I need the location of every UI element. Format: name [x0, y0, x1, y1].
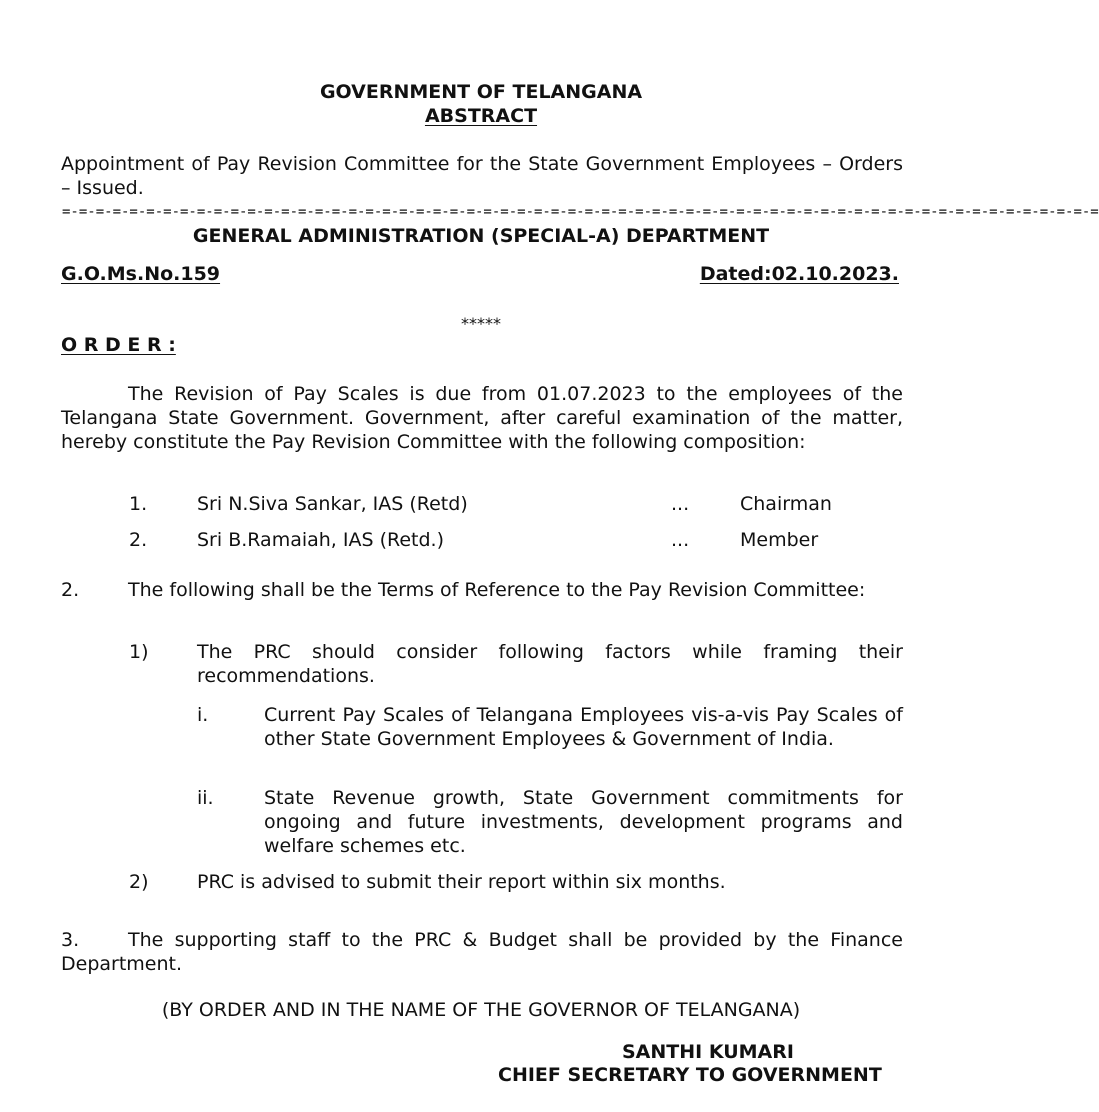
member-name: Sri B.Ramaiah, IAS (Retd.)	[197, 529, 444, 551]
paragraph-2-number: 2.	[61, 579, 80, 601]
separator-stars: *****	[461, 314, 501, 333]
by-order-line: (BY ORDER AND IN THE NAME OF THE GOVERNOR OF TELANGANA)	[161, 999, 801, 1021]
member-number: 1.	[129, 493, 148, 515]
abstract-label: ABSTRACT	[424, 105, 538, 127]
member-role: Chairman	[740, 493, 832, 515]
factor-number: ii.	[197, 787, 214, 809]
signatory-name: SANTHI KUMARI	[622, 1041, 794, 1063]
subject-text: Appointment of Pay Revision Committee for the State Government Employees – Orders – Issued.	[61, 153, 903, 199]
order-paragraph-1: The Revision of Pay Scales is due from 01.07.2023 to the employees of the Telangana State Government. Government, after careful examination of the matter, hereby constitute the Pay Revision Committee with the following composition:	[61, 383, 903, 453]
order-heading: O R D E R :	[61, 334, 176, 356]
go-date: Dated:02.10.2023.	[699, 263, 899, 285]
factor-number: i.	[197, 704, 209, 726]
factor-text: State Revenue growth, State Government commitments for ongoing and future investments, development programs and welfare schemes etc.	[264, 787, 903, 857]
member-role: Member	[740, 529, 819, 551]
divider-line: =-=-=-=-=-=-=-=-=-=-=-=-=-=-=-=-=-=-=-=-=-=-=-=-=-=-=-=-=-=-=-=-=-=-=-=-=-=-=-=-=-=-=-=-=-=-=-=-=-=-=-=-=-=-=-=-=-=-=-=-=-=	[62, 204, 1099, 220]
order-paragraph-3: The supporting staff to the PRC & Budget shall be provided by the Finance Department.	[61, 929, 903, 975]
government-title: GOVERNMENT OF TELANGANA	[319, 81, 643, 103]
go-number: G.O.Ms.No.159	[61, 263, 221, 285]
member-number: 2.	[129, 529, 148, 551]
term-number: 2)	[129, 871, 149, 893]
term-number: 1)	[129, 641, 149, 663]
factor-text: Current Pay Scales of Telangana Employees vis-a-vis Pay Scales of other State Government Employees & Government of India.	[264, 704, 903, 750]
paragraph-3-number: 3.	[61, 929, 80, 951]
member-dots: ...	[671, 529, 690, 551]
member-dots: ...	[671, 493, 690, 515]
order-paragraph-2: The following shall be the Terms of Reference to the Pay Revision Committee:	[128, 579, 866, 601]
term-text: PRC is advised to submit their report within six months.	[197, 871, 726, 893]
term-text: The PRC should consider following factors while framing their recommendations.	[197, 641, 903, 687]
department-title: GENERAL ADMINISTRATION (SPECIAL-A) DEPARTMENT	[192, 225, 770, 247]
signatory-title: CHIEF SECRETARY TO GOVERNMENT	[498, 1064, 882, 1086]
member-name: Sri N.Siva Sankar, IAS (Retd)	[197, 493, 468, 515]
